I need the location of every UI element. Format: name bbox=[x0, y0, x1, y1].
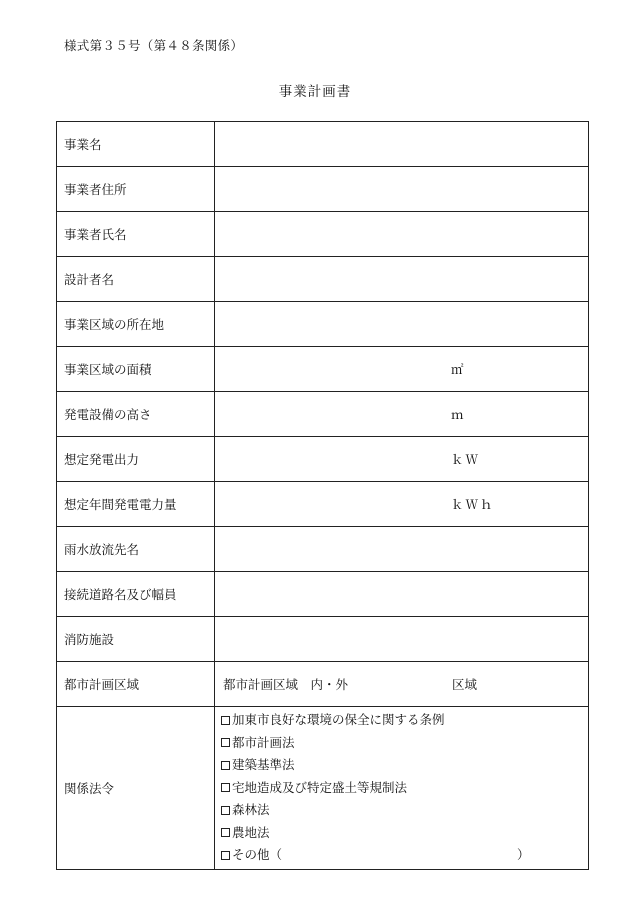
form-row bbox=[57, 122, 589, 167]
value-field[interactable] bbox=[215, 122, 589, 167]
law-label: 農地法 bbox=[232, 824, 270, 840]
row-label: 設計者名 bbox=[57, 257, 215, 302]
document-title: 事業計画書 bbox=[278, 84, 352, 100]
checkbox[interactable] bbox=[221, 716, 230, 725]
checkbox[interactable] bbox=[221, 783, 230, 792]
form-row bbox=[57, 572, 589, 617]
form-row bbox=[57, 527, 589, 572]
form-row bbox=[57, 617, 589, 662]
row-label: 関係法令 bbox=[57, 707, 215, 870]
row-label: 事業区域の面積 bbox=[57, 347, 215, 392]
law-label: 加東市良好な環境の保全に関する条例 bbox=[232, 712, 445, 727]
city-planning-inside-outside[interactable]: 都市計画区域 内・外 bbox=[223, 677, 349, 692]
law-label: 森林法 bbox=[232, 802, 270, 817]
law-checklist bbox=[215, 707, 588, 869]
value-field[interactable] bbox=[215, 167, 589, 212]
law-label: その他（ bbox=[232, 847, 283, 862]
checkbox[interactable] bbox=[221, 761, 230, 770]
form-row bbox=[57, 302, 589, 347]
form-row bbox=[57, 437, 589, 482]
value-field[interactable] bbox=[215, 347, 589, 392]
city-planning-suffix: 区域 bbox=[452, 677, 478, 692]
row-label: 接続道路名及び幅員 bbox=[57, 572, 215, 617]
form-row bbox=[57, 257, 589, 302]
unit-label: ｋＷ bbox=[451, 452, 481, 467]
row-label: 消防施設 bbox=[57, 617, 215, 662]
law-label: 宅地造成及び特定盛土等規制法 bbox=[232, 779, 408, 795]
law-checkbox-item[interactable] bbox=[221, 732, 588, 755]
business-plan-form bbox=[56, 121, 589, 870]
city-planning-row bbox=[57, 662, 589, 707]
form-row bbox=[57, 347, 589, 392]
row-label: 想定年間発電電力量 bbox=[57, 482, 215, 527]
row-label: 事業名 bbox=[57, 122, 215, 167]
checkbox[interactable] bbox=[221, 828, 230, 837]
checkbox[interactable] bbox=[221, 806, 230, 815]
law-checkbox-item[interactable] bbox=[221, 709, 588, 732]
form-row bbox=[57, 392, 589, 437]
other-close-paren: ） bbox=[517, 847, 530, 862]
related-laws-field bbox=[215, 707, 589, 870]
row-label: 事業区域の所在地 bbox=[57, 302, 215, 347]
law-label: 都市計画法 bbox=[232, 734, 295, 750]
form-row bbox=[57, 212, 589, 257]
row-label: 雨水放流先名 bbox=[57, 527, 215, 572]
checkbox[interactable] bbox=[221, 851, 230, 860]
related-laws-row bbox=[57, 707, 589, 870]
value-field[interactable] bbox=[215, 482, 589, 527]
law-checkbox-item-other[interactable] bbox=[221, 844, 588, 867]
value-field[interactable] bbox=[215, 302, 589, 347]
value-field[interactable] bbox=[215, 527, 589, 572]
row-label: 都市計画区域 bbox=[57, 662, 215, 707]
form-number: 様式第３５号（第４８条関係） bbox=[64, 38, 244, 53]
value-field[interactable] bbox=[215, 392, 589, 437]
city-planning-field[interactable] bbox=[215, 662, 589, 707]
form-row bbox=[57, 482, 589, 527]
row-label: 事業者氏名 bbox=[57, 212, 215, 257]
unit-label: ｍ bbox=[451, 407, 466, 422]
row-label: 事業者住所 bbox=[57, 167, 215, 212]
law-label: 建築基準法 bbox=[232, 757, 295, 772]
law-checkbox-item[interactable] bbox=[221, 754, 588, 777]
law-checkbox-item[interactable] bbox=[221, 777, 588, 800]
unit-label: ㎡ bbox=[451, 362, 466, 377]
law-checkbox-item[interactable] bbox=[221, 822, 588, 845]
value-field[interactable] bbox=[215, 257, 589, 302]
form-row bbox=[57, 167, 589, 212]
row-label: 発電設備の高さ bbox=[57, 392, 215, 437]
law-checkbox-item[interactable] bbox=[221, 799, 588, 822]
value-field[interactable] bbox=[215, 437, 589, 482]
checkbox[interactable] bbox=[221, 738, 230, 747]
value-field[interactable] bbox=[215, 572, 589, 617]
row-label: 想定発電出力 bbox=[57, 437, 215, 482]
unit-label: ｋＷｈ bbox=[451, 497, 495, 512]
value-field[interactable] bbox=[215, 212, 589, 257]
value-field[interactable] bbox=[215, 617, 589, 662]
